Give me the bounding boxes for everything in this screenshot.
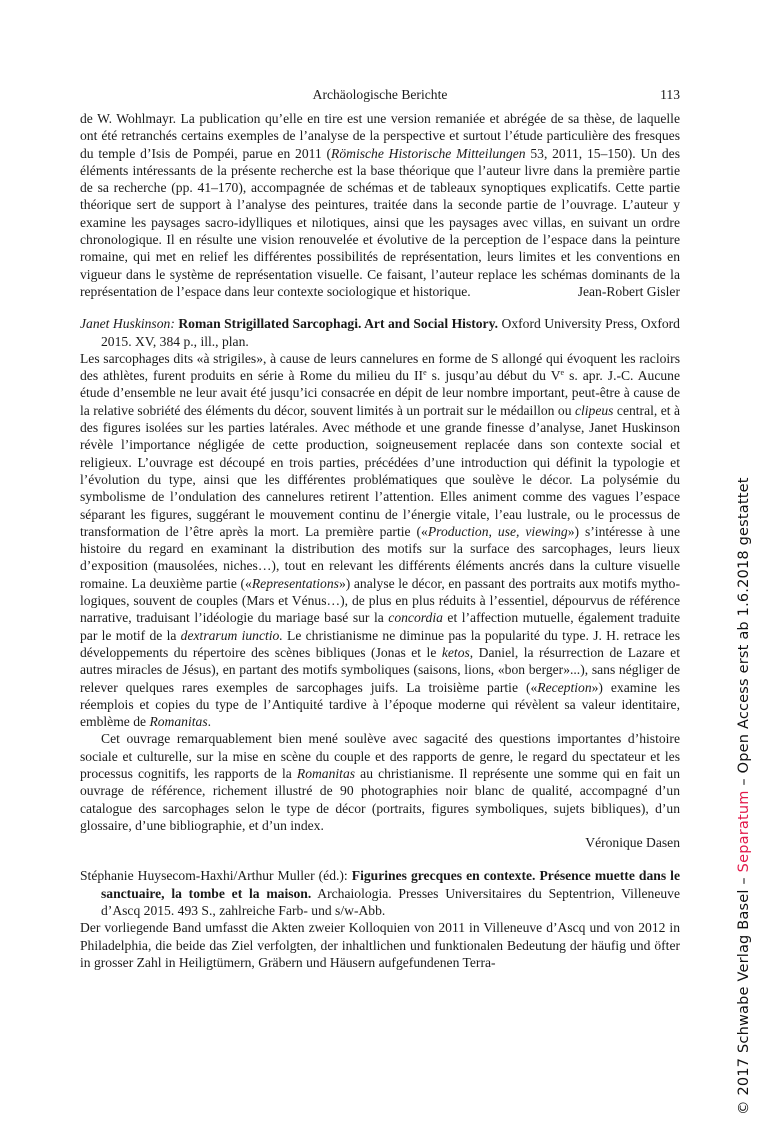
bibliographic-entry: [80, 867, 680, 919]
page-number: 113: [660, 87, 680, 102]
publication-info: Oxford University Press, Oxford 2015. XV, 384 p., ill., plan.: [101, 316, 680, 349]
book-authors: Stéphanie Huysecom-Haxhi/Arthur Muller (éd.):: [80, 868, 352, 884]
bibliographic-entry: [80, 315, 680, 350]
review-paragraph: Der vorliegende Band umfasst die Akten zweier Kolloquien von 2011 in Villeneuve d’Ascq und von 2012 in Philadelphia, die beide das Ziel verfolgten, der inhaltlichen und funktionalen Bedeutung der häufig und öfter in grosser Zahl in Heiligtümern, Gräbern und Häusern aufgefundenen Terra-: [80, 920, 680, 970]
book-title: Roman Strigillated Sarcophagi. Art and Social History.: [178, 316, 499, 332]
review-wohlmayr-continuation: [80, 110, 680, 300]
review-paragraph: Cet ouvrage remarquablement bien mené soulève avec sagacité des questions importantes d’histoire sociale et culturelle, sur la mise en scène du couple et des rapports de genre, le regard du spectateur et les processus cognitifs, les rapports de la Romanitas au christianisme. Il représente une somme qui en fait un ouvrage de référence, richement illustré de 90 photographies noir blanc de qualité, accompagné d’un catalogue des sarcophages selon le type de décor (portraits, figures symboliques, sujets bibliques), d’un glossaire, d’une bibliographie, et d’un index.: [80, 731, 680, 833]
review-huysecom-muller: [80, 867, 680, 971]
copyright-notice: © 2017 Schwabe Verlag Basel –: [736, 872, 752, 1115]
page-content: [80, 110, 680, 971]
review-paragraph: Les sarcophages dits «à strigiles», à cause de leurs cannelures en forme de S allongé qui évoquent les racloirs des athlètes, furent produits en série à Rome du milieu du IIe s. jusqu’au début du Ve s. apr. J.-C. Aucune étude d’ensemble ne leur avait été jusqu’ici consacrée en dépit de leur nombre important, peut-être à cause de la relative sobriété des éléments du décor, souvent limités à un portrait sur le médaillon ou clipeus central, et à des figures isolées sur les parties latérales. Avec méthode et une grande finesse d’analyse, Janet Huskinson révèle l’importance négligée de cette production, soigneusement replacée dans son contexte social et religieux. L’ouvrage est découpé en trois parties, précédées d’une introduction qui définit la typologie et l’évolution du type, ainsi que les différentes problématiques que soulève le décor. La polysémie du symbolisme de l’ondulation des cannelures retirent l’attention. Elles animent comme des vagues l’espace séparant les figures, suggérant le mouvement continu de l’énergie vitale, l’eau lustrale, ou le processus de transformation de l’être après la mort. La première partie («Production, use, viewing») s’intéresse à une histoire du regard en examinant la distribution des motifs sur la surface des sarcophages, leurs lieux d’exposition (mausolées, niches…), tout en relevant les différents éléments ancrés dans la culture visuelle romaine. La deuxième partie («Representations») analyse le décor, en passant des portraits aux motifs mythologiques, souvent de couples (Mars et Vénus…), de plus en plus réduits à l’essentiel, dépourvus de référence narrative, traduisant l’idéologie du mariage basé sur la concordia et l’affection mutuelle, également traduite par le motif de la dextrarum iunctio. Le christianisme ne diminue pas la popularité du type. J. H. retrace les développements du répertoire des scènes bibliques (Jonas et le ketos, Daniel, la résurrection de Lazare et autres miracles de Jésus), en partant des motifs symboliques (saisons, lions, «bon berger»...), sans négliger de relever quelques rares exemples de sarcophages juifs. La troisième partie («Reception») examine les réemplois et copies du type de l’Antiquité tardive à l’époque moderne qui révèlent sa valeur identitaire, emblème de Romanitas.: [80, 350, 680, 730]
review-paragraph: de W. Wohlmayr. La publication qu’elle en tire est une version remaniée et abrégée de sa thèse, de laquelle ont été retranchés certains exemples de l’analyse de la perspective et surtout l’étude particulière des fresques du temple d’Isis de Pompéi, parue en 2011 (Römische Historische Mitteilungen 53, 2011, 15–150). Un des éléments intéressants de la présente recherche est la base théorique que l’auteur livre dans la première partie de sa recherche (pp. 41–170), accompagnée de schémas et de tableaux synoptiques explicatifs. Cette partie théorique sert de support à l’analyse des peintures, traitée dans la seconde partie de l’ouvrage. L’auteur y examine les paysages sacro-idylliques et nilotiques, ainsi que les paysages avec villas, en suivant un ordre chronologique. Il en résulte une vision renouvelée et évolutive de la perception de l’espace dans la peinture romaine, qui met en relief les différentes possibilités de représentation, leurs limites et les conventions en vigueur dans le système de représentation visuelle. Ce faisant, l’auteur replace les schémas dominants de la représentation de l’espace dans leur contexte sociologique et historique. Jean-Robert Gisler: [80, 111, 680, 299]
book-title: Figurines grecques en contexte. Présence muette dans le sanctuaire, la tombe et la maison.: [101, 868, 680, 901]
running-title: Archäologische Berichte: [312, 87, 448, 102]
page-header: [80, 86, 680, 104]
reviewer-signature: Véronique Dasen: [585, 835, 680, 851]
reviewer-signature: Jean-Robert Gisler: [577, 283, 680, 299]
publication-info: Archaiologia. Presses Universitaires du Septentrion, Villeneuve d’Ascq 2015. 493 S., zahlreiche Farb- und s/w-Abb.: [101, 885, 680, 919]
review-huskinson: [80, 315, 680, 851]
open-access-notice: – Open Access erst ab 1.6.2018 gestattet: [736, 477, 752, 791]
journal-title: Römische Historische Mitteilungen: [331, 145, 526, 161]
separatum-label: Separatum: [736, 790, 752, 873]
copyright-sidebar: [732, 477, 756, 1115]
book-author: Janet Huskinson:: [80, 316, 175, 332]
